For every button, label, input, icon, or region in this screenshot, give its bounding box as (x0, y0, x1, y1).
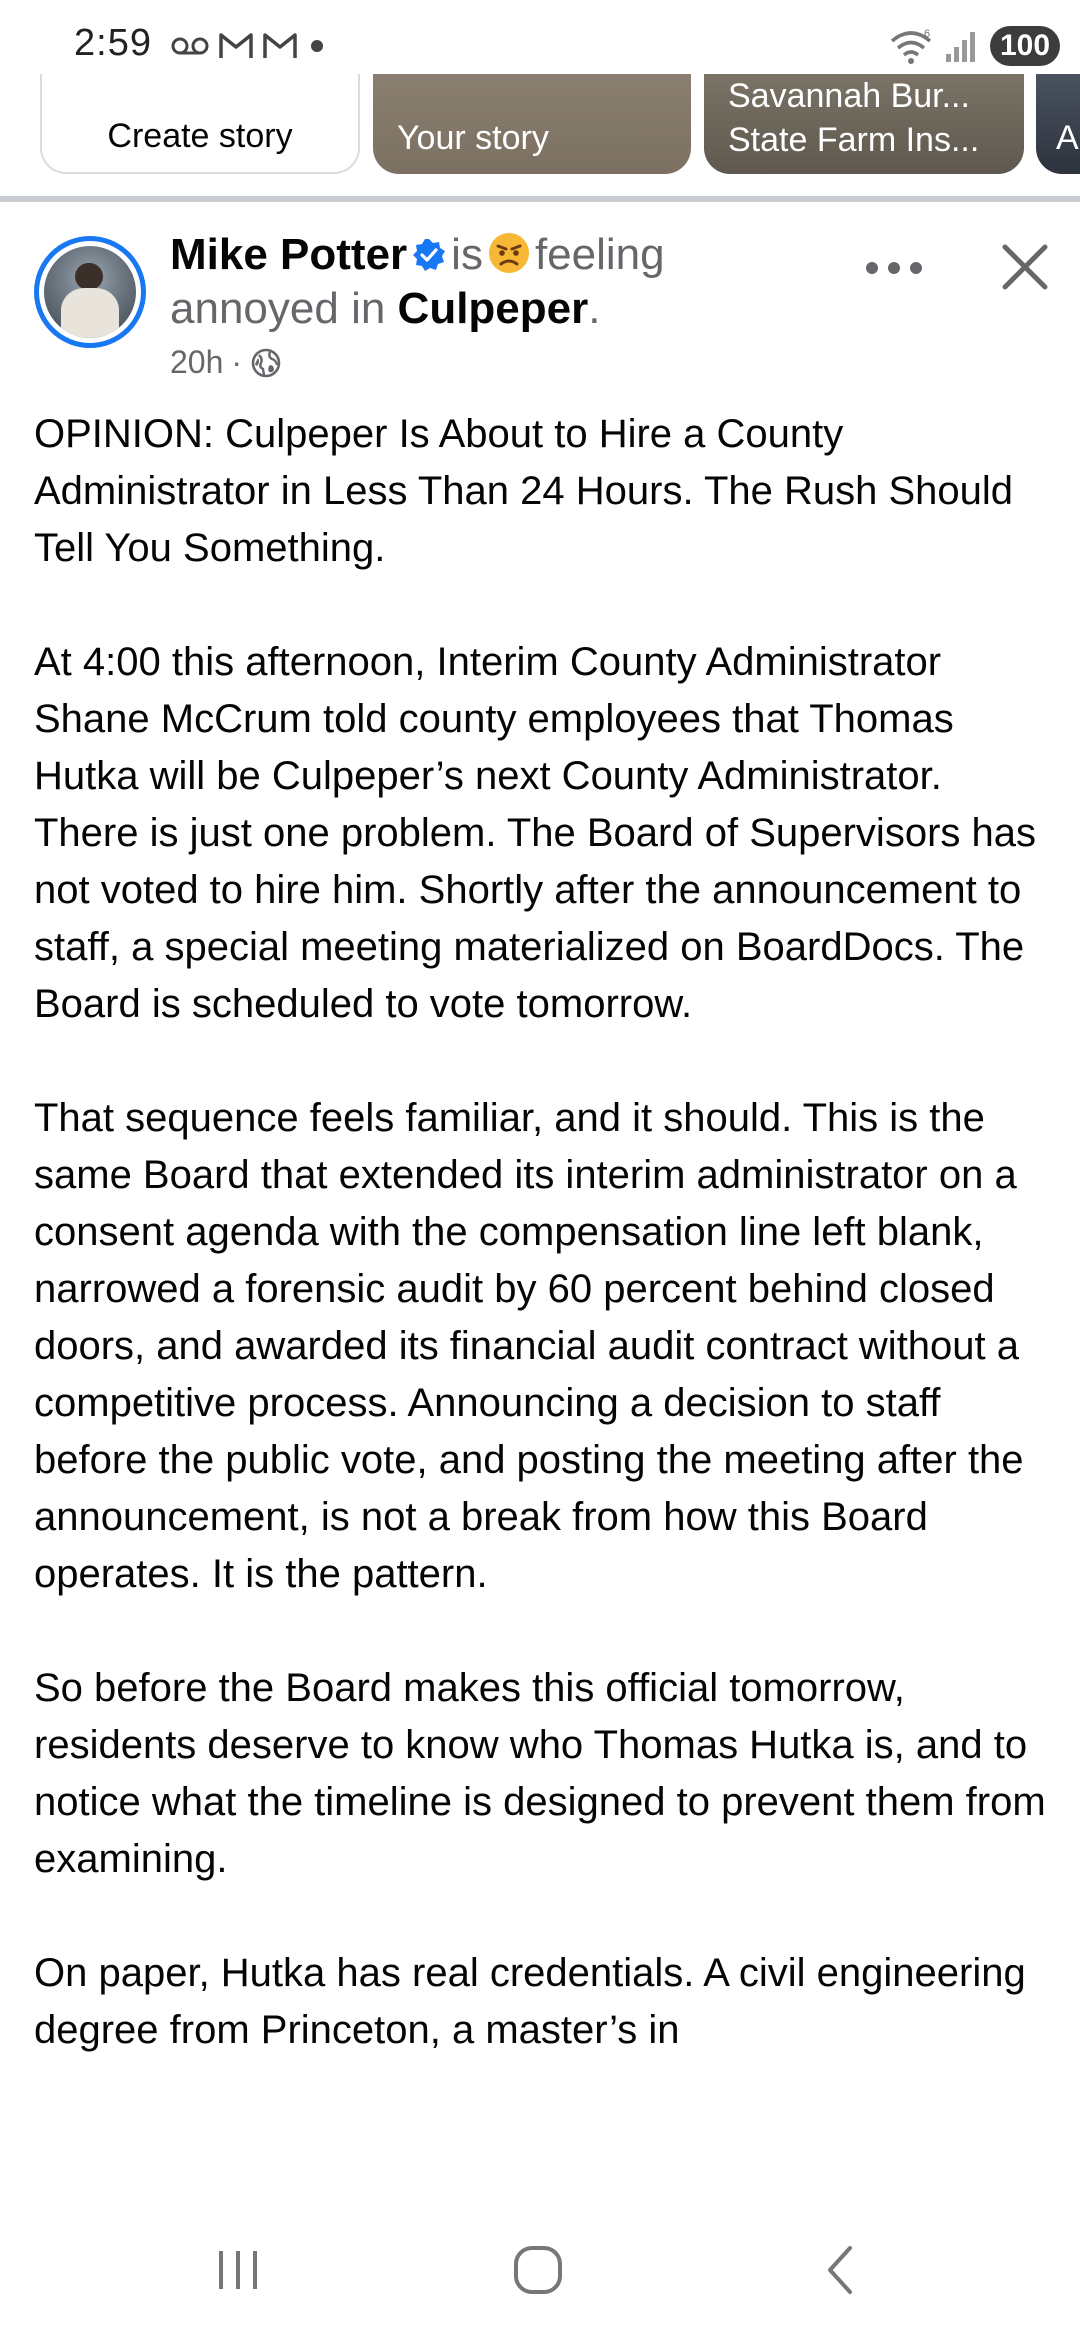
gmail-icon (218, 31, 254, 61)
status-bar (0, 0, 1080, 74)
verb-is: is (451, 230, 483, 279)
post-meta (170, 228, 850, 336)
section-divider (0, 196, 1080, 202)
close-button[interactable] (990, 232, 1060, 302)
avatar-photo (44, 246, 136, 338)
recents-icon (213, 2247, 263, 2293)
recents-button[interactable] (178, 2220, 298, 2320)
signal-icon (944, 28, 980, 64)
back-button[interactable] (780, 2220, 900, 2320)
friend-story-name: Savannah Bur... (728, 77, 970, 115)
notification-icons (170, 26, 328, 66)
friend-story-subtitle: State Farm Ins... (728, 121, 980, 159)
create-story-card[interactable] (40, 74, 360, 174)
home-button[interactable] (478, 2220, 598, 2320)
your-story-label: Your story (397, 119, 549, 157)
close-icon (1000, 242, 1050, 292)
system-nav-bar (0, 2200, 1080, 2340)
wifi-icon (888, 27, 934, 65)
more-options-button[interactable] (858, 246, 930, 290)
back-icon (820, 2244, 860, 2296)
friend-story-label (728, 74, 1010, 162)
place-name[interactable]: Culpeper (397, 284, 589, 333)
dot-icon (306, 35, 328, 57)
in-word: in (351, 284, 386, 333)
post-paragraph: At 4:00 this afternoon, Interim County Administrator Shane McCrum told county employees that Thomas Hutka will be Culpeper’s next County Administrator. (34, 640, 954, 798)
your-story-card[interactable] (373, 74, 691, 174)
wifi-label: 6 (924, 28, 931, 40)
post-header (0, 210, 1080, 400)
annoyed-emoji-icon (487, 231, 531, 275)
post-paragraph: That sequence feels familiar, and it should. This is the same Board that extended its interim administrator on a consent agenda with the compensation line left blank, narrowed a forensic audit by 60 percent behind closed doors, and awarded its financial audit contract without a competitive process. Announcing a decision to staff before the public vote, and posting the meeting after the announcement, is not a break from how this Board operates. It is the pattern. (34, 1096, 1024, 1596)
next-story-label: A (1056, 119, 1079, 157)
post-body (34, 406, 1064, 2200)
post-paragraph: There is just one problem. The Board of Supervisors has not voted to hire him. Shortly after the announcement to staff, a special meeting materialized on BoardDocs. The Board is scheduled to vote tomorrow. (34, 811, 1036, 1026)
mood-text: annoyed (170, 284, 339, 333)
feeling-word: feeling (534, 230, 665, 279)
status-time: 2:59 (74, 22, 152, 64)
status-right (888, 24, 1060, 68)
period: . (588, 284, 601, 333)
author-name[interactable]: Mike Potter (170, 230, 408, 279)
gmail-icon (262, 31, 298, 61)
post-time-text: 20h (170, 344, 224, 380)
battery-indicator: 100 (990, 26, 1060, 66)
home-icon (512, 2244, 564, 2296)
post-timestamp[interactable] (170, 344, 282, 381)
time-separator: · (231, 344, 243, 380)
post-paragraph: OPINION: Culpeper Is About to Hire a County Administrator in Less Than 24 Hours. The Rush Should Tell You Something. (34, 412, 1014, 570)
post-paragraph: So before the Board makes this official tomorrow, residents deserve to know who Thomas Hutka is, and to notice what the timeline is designed to prevent them from examining. (34, 1666, 1046, 1881)
verified-badge-icon (411, 237, 447, 273)
avatar[interactable] (34, 236, 146, 348)
create-story-label: Create story (107, 117, 293, 155)
globe-icon (250, 347, 282, 379)
post-paragraph: On paper, Hutka has real credentials. A civil engineering degree from Princeton, a master’s in (34, 1951, 1026, 2052)
friend-story-card[interactable] (704, 74, 1024, 174)
more-icon (864, 260, 924, 276)
next-story-card[interactable] (1036, 74, 1080, 174)
stories-strip[interactable] (0, 74, 1080, 198)
voicemail-icon (170, 34, 210, 58)
